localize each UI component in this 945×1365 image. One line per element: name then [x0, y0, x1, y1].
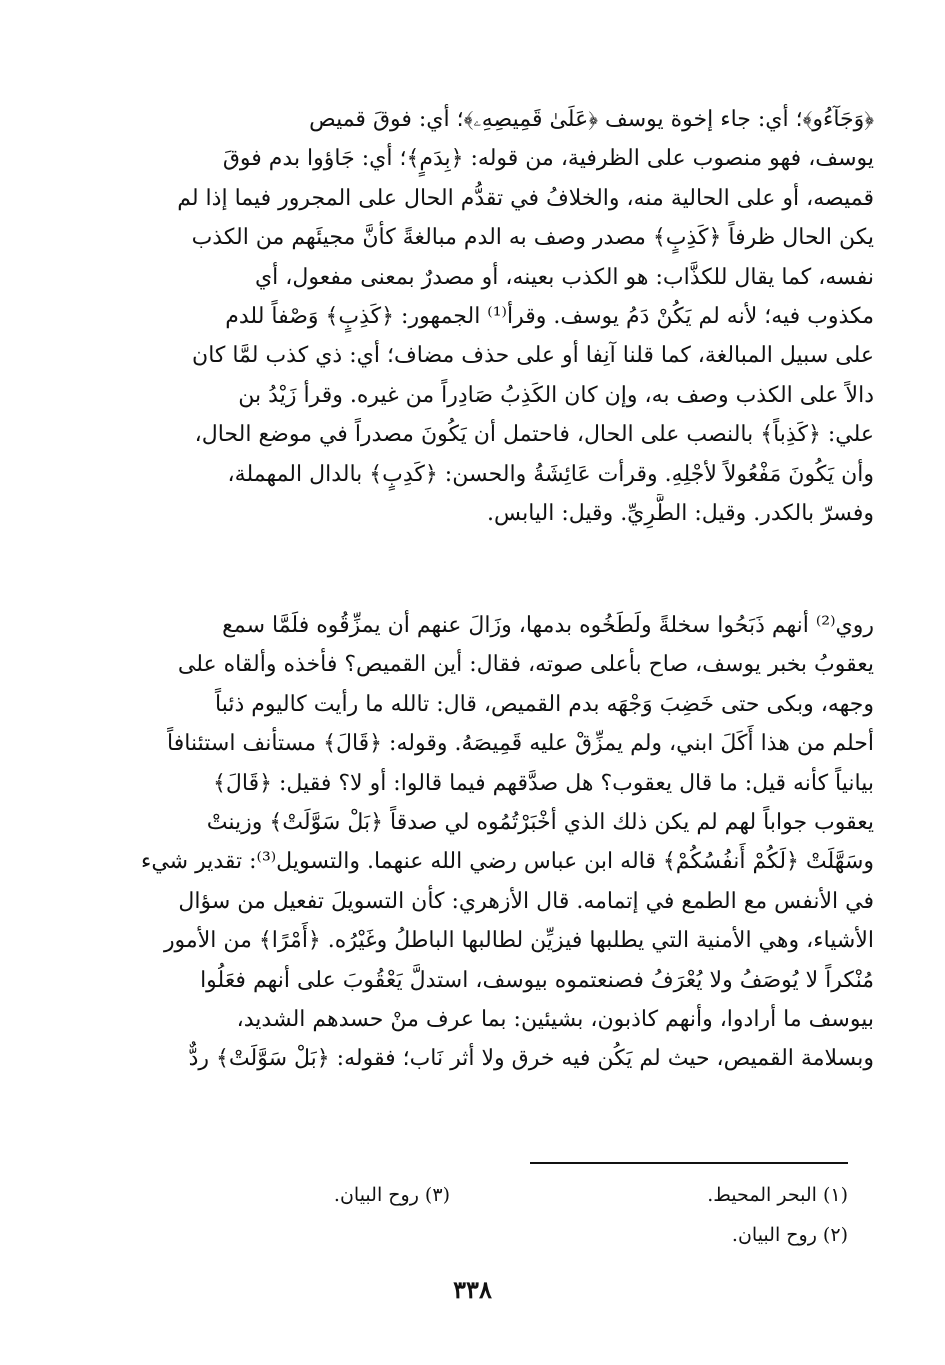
- page-number: ٣٣٨: [453, 1275, 492, 1304]
- main-paragraph-1: [76, 100, 874, 533]
- text-line: قميصه، أو على الحالية منه، والخلافُ في تقدُّم الحال على المجرور فيما إذا لم: [177, 185, 874, 211]
- text-line: بيوسف ما أرادوا، وأنهم كاذبون، بشيئين: بما عرف منْ حسدهم الشديد،: [236, 1007, 874, 1033]
- text-line: وجهه، وبكى حتى خَضِبَ وَجْهَه بدم القميص، قال: تالله ما رأيت كاليوم ذئباً: [214, 691, 874, 717]
- text-line: روي⁽²⁾ أنهم ذَبَحُوا سخلةً ولَطَخُوه بدمها، وزَالَ عنهم أن يمزِّقُوه فلَمَّا سمع: [222, 613, 874, 638]
- text-line: مكذوب فيه؛ لأنه لم يَكُنْ دَمُ يوسف. وقرأ⁽¹⁾ الجمهور: ﴿كَذِبٍ﴾ وَصْفاً للدم: [225, 304, 874, 330]
- text-line: يعقوب جواباً لهم لم يكن ذلك الذي أخْبَرْتُمُوه لي صدقاً ﴿بَلْ سَوَّلَتْ﴾ وزينتْ: [206, 810, 874, 836]
- text-line: بيانياً كأنه قيل: ما قال يعقوب؟ هل صدَّقهم فيما قالوا: أو لا؟ فقيل: ﴿قَالَ﴾: [213, 770, 874, 796]
- footnote-divider: [530, 1162, 848, 1164]
- text-line: أحلم من هذا أَكَلَ ابني، ولم يمزِّقْ عليه قَمِيصَهُ. وقوله: ﴿قَالَ﴾ مستأنف استئنافاً: [167, 731, 874, 757]
- text-line: على سبيل المبالغة، كما قلنا آنِفا أو على حذف مضاف؛ أي: ذي كذب لمَّا كان: [192, 343, 874, 369]
- text-line: وفسرّ بالكدر. وقيل: الطَّرِيِّ. وقيل: اليابس.: [487, 501, 874, 527]
- text-line: وأن يَكُونَ مَفْعُولاً لأجْلِهِ. وقرأت عَائِشَةُ والحسن: ﴿كَدِبٍ﴾ بالدال المهملة،: [227, 461, 874, 487]
- text-line: ﴿وَجَآءُو﴾؛ أي: جاء إخوة يوسف ﴿عَلَىٰ قَمِيصِهِۦ﴾؛ أي: فوقَ قميص: [309, 107, 874, 132]
- text-line: الأشياء، وهي الأمنية التي يطلبها فيزيِّن لطالبها الباطلُ وغَيْرُه. ﴿أَمْرًا﴾ من الأمور: [163, 928, 874, 954]
- text-line: يكن الحال ظرفاً ﴿كَذِبٍ﴾ مصدر وصف به الدم مبالغةً كأنَّ مجيئَهم من الكذب: [191, 225, 874, 251]
- text-line: دالاً على الكذب وصف به، وإن كان الكَذِبُ صَادِراً من غيره. وقرأ زَيْدُ بن: [238, 382, 874, 408]
- footnote-1: (١) البحر المحيط.: [707, 1184, 848, 1206]
- text-line: يوسف، فهو منصوب على الظرفية، من قوله: ﴿بِدَمٍ﴾؛ أي: جَاؤوا بدم فوقَ: [222, 146, 874, 172]
- text-line: وبسلامة القميص، حيث لم يَكُن فيه خرق ولا أثر نَاب؛ فقوله: ﴿بَلْ سَوَّلَتْ﴾ ردٌّ: [188, 1046, 874, 1072]
- footnote-3: (٣) روح البيان.: [333, 1184, 450, 1206]
- main-paragraph-2: [76, 606, 874, 1079]
- text-line: في الأنفس مع الطمع في إتمامه. قال الأزهري: كأن التسويلَ تفعيل من سؤال: [178, 888, 874, 914]
- text-line: يعقوبُ بخبر يوسف، صاح بأعلى صوته، فقال: أين القميص؟ فأخذه وألقاه على: [177, 652, 874, 678]
- footnote-2: (٢) روح البيان.: [731, 1224, 848, 1246]
- text-line: نفسه، كما يقال للكذَّاب: هو الكذب بعينه، أو مصدرٌ بمعنى مفعول، أي: [254, 264, 874, 290]
- text-line: علي: ﴿كَذِباً﴾ بالنصب على الحال، فاحتمل أن يَكُونَ مصدراً في موضع الحال،: [194, 422, 874, 448]
- text-line: وسَهَّلَتْ ﴿لَكُمْ أَنفُسُكُمْ﴾ قاله ابن عباس رضي الله عنهما. والتسويل⁽³⁾: تقدير شيء: [140, 849, 874, 875]
- text-line: مُنْكراً لا يُوصَفُ ولا يُعْرَفُ فصنعتموه بيوسف، استدلَّ يَعْقُوبَ على أنهم فعَلُوا: [200, 967, 874, 993]
